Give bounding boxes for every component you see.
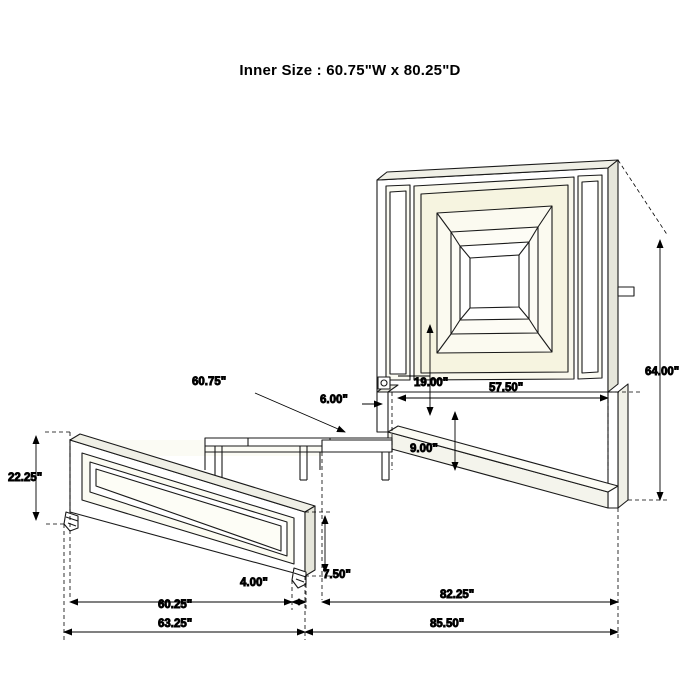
dim-label-headboard-height: 64.00" — [645, 366, 680, 378]
page-title: Inner Size : 60.75"W x 80.25"D — [239, 62, 461, 79]
dim-label-82-25: 82.25" — [440, 589, 475, 601]
dim-label-57-50: 57.50" — [489, 382, 524, 394]
dim-label-7-50: 7.50" — [323, 569, 351, 581]
dim-label-85-50: 85.50" — [430, 618, 465, 630]
dim-label-4-00: 4.00" — [240, 577, 268, 589]
dim-label-22-25: 22.25" — [8, 472, 43, 484]
dim-label-63-25: 63.25" — [158, 618, 193, 630]
bed-illustration — [64, 160, 634, 588]
dim-label-60-25: 60.25" — [158, 599, 193, 611]
dim-label-60-75: 60.75" — [192, 376, 227, 388]
dim-label-6-00: 6.00" — [320, 394, 348, 406]
dim-label-19: 19.00" — [414, 377, 449, 389]
dim-label-9: 9.00" — [410, 443, 438, 455]
